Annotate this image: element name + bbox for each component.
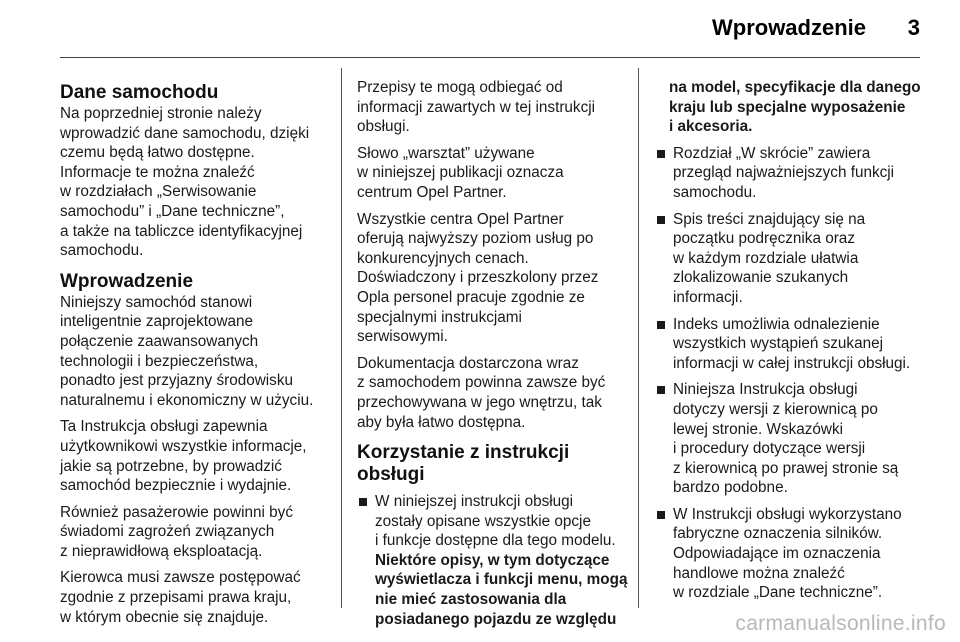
paragraph <box>357 144 625 203</box>
text-line: i funkcje dostępne dla tego modelu. <box>375 532 616 550</box>
text-line: Wszystkie centra Opel Partner <box>357 210 564 228</box>
bullet-list <box>655 144 925 603</box>
paragraph <box>60 417 328 495</box>
text-line: Niniejszy samochód stanowi <box>60 293 253 311</box>
text-line: Niektóre opisy, w tym dotyczące <box>375 551 610 569</box>
text-line: lewej stronie. Wskazówki <box>673 420 844 438</box>
text-line: a także na tabliczce identyfikacyjnej <box>60 222 303 240</box>
text-line: Słowo „warsztat” używane <box>357 144 535 162</box>
paragraph <box>357 354 625 432</box>
text-line: Indeks umożliwia odnalezienie <box>673 315 880 333</box>
text-line: handlowe można znaleźć <box>673 564 845 582</box>
text-line: wprowadzić dane samochodu, dzięki <box>60 124 310 142</box>
text-line: wyświetlacza i funkcji menu, mogą <box>375 571 628 589</box>
text-line: informacji w całej instrukcji obsługi. <box>673 354 911 372</box>
text-line: samochód bezpiecznie i wydajnie. <box>60 477 292 495</box>
column-1 <box>60 82 328 634</box>
text-line: czemu będą łatwo dostępne. <box>60 144 255 162</box>
text-line: Ta Instrukcja obsługi zapewnia <box>60 418 268 436</box>
text-line: przechowywana w jego wnętrzu, tak <box>357 393 602 411</box>
page-header <box>60 0 920 56</box>
text-line: Kierowca musi zawsze postępować <box>60 569 301 587</box>
text-line: posiadanego pojazdu ze względu <box>375 610 617 628</box>
text-line: z samochodem powinna zawsze być <box>357 374 606 392</box>
text-line: Spis treści znajdujący się na <box>673 210 866 228</box>
text-line: początku podręcznika oraz <box>673 230 855 248</box>
text-line: Opla personel pracuje zgodnie ze <box>357 288 585 306</box>
text-line: Rozdział „W skrócie” zawiera <box>673 144 871 162</box>
square-bullet-icon <box>359 498 367 506</box>
square-bullet-icon <box>657 150 665 158</box>
text-line: naturalnemu i ekonomiczny w użyciu. <box>60 391 314 409</box>
text-line: i akcesoria. <box>669 118 753 136</box>
text-line: zostały opisane wszystkie opcje <box>375 512 591 530</box>
list-item <box>357 492 628 629</box>
text-line: w niniejszej publikacji oznacza <box>357 164 564 182</box>
text-line: na model, specyfikacje dla danego <box>669 79 921 96</box>
text-line: samochodu. <box>60 242 144 260</box>
square-bullet-icon <box>657 216 665 224</box>
column-divider <box>638 68 639 608</box>
text-line: samochodu” i „Dane techniczne”, <box>60 202 285 220</box>
text-line: inteligentnie zaprojektowane <box>60 313 254 331</box>
text-line: centrum Opel Partner. <box>357 183 507 201</box>
text-line: samochodu. <box>673 183 757 201</box>
list-item <box>655 380 925 498</box>
list-item <box>655 144 925 203</box>
square-bullet-icon <box>657 511 665 519</box>
section-heading: Wprowadzenie <box>60 270 194 292</box>
section-heading: Dane samochodu <box>60 82 219 103</box>
text-line: zgodnie z przepisami prawa kraju, <box>60 589 292 607</box>
text-line: i procedury dotyczące wersji <box>673 440 866 458</box>
text-line: technologii i bezpieczeństwa, <box>60 352 259 370</box>
text-line: wszystkich wystąpień szukanej <box>673 335 883 353</box>
text-line: kraju lub specjalne wyposażenie <box>669 98 906 116</box>
paragraph <box>60 104 328 261</box>
text-line: specjalnymi instrukcjami <box>357 308 522 326</box>
text-line: Na poprzedniej stronie należy <box>60 105 262 122</box>
text-line: użytkownikowi wszystkie informacje, <box>60 437 307 455</box>
text-line: połączenie zaawansowanych <box>60 332 259 350</box>
text-line: nie mieć zastosowania dla <box>375 591 567 609</box>
text-line: fabryczne oznaczenia silników. <box>673 525 883 543</box>
text-line: z kierownicą po prawej stronie są <box>673 459 899 477</box>
text-line: W Instrukcji obsługi wykorzystano <box>673 505 902 523</box>
section-heading: Korzystanie z instrukcji obsługi <box>357 442 570 486</box>
text-line: informacji zawartych w tej instrukcji <box>357 98 596 116</box>
text-line: w rozdziałach „Serwisowanie <box>60 183 257 201</box>
paragraph <box>357 78 625 137</box>
text-line: w rozdziale „Dane techniczne”. <box>673 584 883 602</box>
text-line: Odpowiadające im oznaczenia <box>673 545 881 563</box>
text-line: w którym obecnie się znajduje. <box>60 608 269 626</box>
header-rule <box>60 57 920 58</box>
text-line: zlokalizowanie szukanych <box>673 269 849 287</box>
text-line: informacji. <box>673 288 743 306</box>
list-item <box>655 315 925 374</box>
text-line: Doświadczony i przeszkolony przez <box>357 269 599 287</box>
watermark: carmanualsonline.info <box>735 612 946 635</box>
paragraph <box>655 78 925 137</box>
text-line: oferują najwyższy poziom usług po <box>357 230 594 248</box>
square-bullet-icon <box>657 321 665 329</box>
paragraph <box>60 293 328 411</box>
text-line: przegląd najważniejszych funkcji <box>673 164 895 182</box>
text-line: dotyczy wersji z kierownicą po <box>673 400 878 418</box>
square-bullet-icon <box>657 386 665 394</box>
text-line: bardzo podobne. <box>673 479 788 497</box>
text-line: Informacje te można znaleźć <box>60 163 255 181</box>
paragraph <box>60 568 328 627</box>
text-line: jakie są potrzebne, by prowadzić <box>60 457 282 475</box>
text-line: serwisowymi. <box>357 328 448 346</box>
page-number: 3 <box>907 15 920 40</box>
text-line: Również pasażerowie powinni być <box>60 503 293 521</box>
column-3 <box>655 78 925 610</box>
column-2 <box>357 78 628 636</box>
list-item <box>655 210 925 308</box>
paragraph <box>60 503 328 562</box>
header-title: Wprowadzenie <box>711 15 866 40</box>
text-line: ponadto jest przyjazny środowisku <box>60 372 293 390</box>
text-line: świadomi zagrożeń związanych <box>60 523 275 541</box>
bullet-list <box>357 492 628 629</box>
text-line: W niniejszej instrukcji obsługi <box>375 493 574 511</box>
list-item <box>655 505 925 603</box>
text-line: Przepisy te mogą odbiegać od <box>357 79 563 96</box>
text-line: Niniejsza Instrukcja obsługi <box>673 381 858 399</box>
paragraph <box>357 210 625 347</box>
text-line: z nieprawidłową eksploatacją. <box>60 542 263 560</box>
text-line: obsługi. <box>357 118 410 136</box>
text-line: w każdym rozdziale ułatwia <box>673 249 859 267</box>
text-line: Dokumentacja dostarczona wraz <box>357 354 579 372</box>
text-line: konkurencyjnych cenach. <box>357 249 529 267</box>
column-divider <box>341 68 342 608</box>
text-line: aby była łatwo dostępna. <box>357 413 526 431</box>
